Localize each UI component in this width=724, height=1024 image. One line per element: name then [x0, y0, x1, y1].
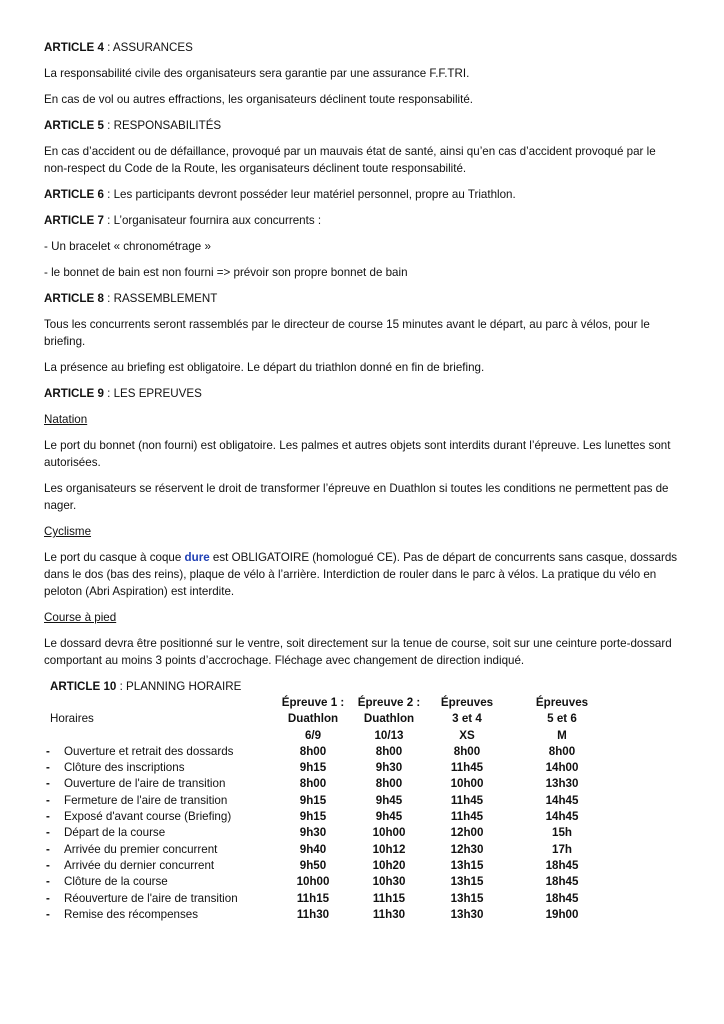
planning-label-text: Réouverture de l'aire de transition [64, 891, 238, 905]
planning-time-cell: 9h45 [375, 810, 403, 824]
planning-time-cell: 18h45 [545, 891, 579, 905]
bullet-dash: - [46, 891, 50, 905]
planning-time-cell: 11h45 [450, 761, 484, 775]
planning-time-cell: 18h45 [545, 875, 579, 889]
planning-time-cell: 9h15 [299, 793, 327, 807]
bullet-dash: - [46, 826, 50, 840]
bullet-dash: - [46, 875, 50, 889]
natation-p1: Le port du bonnet (non fourni) est obligatoire. Les palmes et autres objets sont interdits durant l’épreuve. Les lunettes sont autorisées. [44, 439, 671, 469]
planning-time-cell: 13h30 [545, 777, 579, 791]
planning-row [46, 907, 618, 923]
bullet-dash: - [46, 810, 50, 824]
planning-time-cell: 8h00 [548, 744, 576, 758]
article-6: ARTICLE 6 : Les participants devront posséder leur matériel personnel, propre au Triathlon. [44, 188, 516, 201]
bullet-dash: - [46, 744, 50, 758]
planning-time-cell: 11h45 [450, 793, 484, 807]
planning-row-label [46, 760, 276, 776]
planning-time-cell: 12h00 [450, 826, 484, 840]
planning-header-label [46, 695, 276, 711]
planning-time-cell: 10h00 [296, 875, 330, 889]
planning-time-cell: 13h15 [450, 875, 484, 889]
planning-time-cell: 10h12 [372, 842, 406, 856]
article-7: ARTICLE 7 : L’organisateur fournira aux concurrents : [44, 214, 322, 227]
planning-time-cell: 9h40 [299, 842, 327, 856]
planning-row [46, 809, 618, 825]
article-10-heading: ARTICLE 10 : PLANNING HORAIRE [50, 680, 242, 693]
planning-header-cell: 3 et 4 [452, 712, 482, 726]
cyclisme-subheading: Cyclisme [44, 525, 92, 538]
planning-time-cell: 11h30 [372, 907, 406, 921]
planning-time-cell: 8h00 [375, 777, 403, 791]
article-4-p2: En cas de vol ou autres effractions, les organisateurs déclinent toute responsabilité. [44, 93, 474, 106]
planning-row-label [46, 744, 276, 760]
planning-time-cell: 11h15 [372, 891, 406, 905]
planning-row-label [46, 842, 276, 858]
planning-header-cell: Duathlon [363, 712, 415, 726]
planning-time-cell: 18h45 [545, 858, 579, 872]
planning-time-cell: 10h00 [372, 826, 406, 840]
planning-row-label [46, 809, 276, 825]
planning-row-label [46, 874, 276, 890]
article-9-heading: ARTICLE 9 : LES EPREUVES [44, 387, 202, 400]
planning-label-text: Fermeture de l'aire de transition [64, 793, 228, 807]
planning-row-label [46, 793, 276, 809]
article-7-item-2: - le bonnet de bain est non fourni => prévoir son propre bonnet de bain [44, 266, 408, 279]
planning-time-cell: 8h00 [299, 777, 327, 791]
planning-row-label [46, 776, 276, 792]
planning-header-row [46, 695, 618, 711]
planning-time-cell: 10h30 [372, 875, 406, 889]
natation-p2: Les organisateurs se réservent le droit de transformer l’épreuve en Duathlon si toutes les conditions ne permettent pas de nager. [44, 482, 669, 512]
planning-time-cell: 8h00 [375, 744, 403, 758]
planning-label-text: Exposé d'avant course (Briefing) [64, 810, 232, 824]
planning-row [46, 776, 618, 792]
course-subheading: Course à pied [44, 611, 117, 624]
planning-row-label [46, 825, 276, 841]
planning-header-cell: Épreuves [535, 696, 589, 709]
planning-header-cell: Épreuve 2 : [357, 696, 421, 709]
planning-time-cell: 9h15 [299, 810, 327, 824]
planning-row [46, 825, 618, 841]
planning-table [46, 695, 618, 923]
planning-header-cell: 5 et 6 [547, 712, 577, 726]
planning-row-label [46, 858, 276, 874]
planning-time-cell: 19h00 [545, 907, 579, 921]
planning-time-cell: 9h30 [375, 761, 403, 775]
planning-time-cell: 11h15 [296, 891, 330, 905]
planning-row [46, 744, 618, 760]
planning-label-text: Ouverture et retrait des dossards [64, 744, 234, 758]
course-p1: Le dossard devra être positionné sur le ventre, soit directement sur la tenue de course, soit sur une ceinture porte-dossard comportant au moins 3 points d’accrochage. Fléchage avec changement de direction indiqué. [44, 637, 672, 667]
planning-label-text: Départ de la course [64, 826, 166, 840]
highlight-dure: dure [184, 551, 210, 564]
planning-time-cell: 9h45 [375, 793, 403, 807]
article-4-p1: La responsabilité civile des organisateurs sera garantie par une assurance F.F.TRI. [44, 67, 470, 80]
planning-header-cell: M [557, 728, 567, 742]
planning-row-label [46, 891, 276, 907]
planning-header-label: Horaires [50, 712, 94, 726]
planning-time-cell: 11h45 [450, 810, 484, 824]
planning-time-cell: 9h15 [299, 761, 327, 775]
planning-time-cell: 9h30 [299, 826, 327, 840]
article-5-heading: ARTICLE 5 : RESPONSABILITÉS [44, 119, 222, 132]
planning-time-cell: 15h [552, 826, 572, 840]
article-5-p1: En cas d’accident ou de défaillance, provoqué par un mauvais état de santé, ainsi qu’en cas d’accident provoqué par le non-respect du Code de la Route, les organisateurs déclinent toute responsabilité. [44, 145, 656, 175]
article-8-p2: La présence au briefing est obligatoire. Le départ du triathlon donné en fin de briefing. [44, 361, 485, 374]
planning-row [46, 874, 618, 890]
planning-row-label [46, 907, 276, 923]
bullet-dash: - [46, 761, 50, 775]
planning-time-cell: 13h30 [450, 907, 484, 921]
planning-time-cell: 14h45 [545, 793, 579, 807]
planning-row [46, 760, 618, 776]
planning-label-text: Arrivée du premier concurrent [64, 842, 218, 856]
planning-time-cell: 13h15 [450, 891, 484, 905]
planning-label-text: Clôture de la course [64, 875, 168, 889]
article-4-heading: ARTICLE 4 : ASSURANCES [44, 41, 193, 54]
planning-time-cell: 17h [552, 842, 572, 856]
planning-row [46, 793, 618, 809]
planning-label-text: Ouverture de l'aire de transition [64, 777, 226, 791]
planning-header-row [46, 711, 618, 727]
planning-time-cell: 9h50 [299, 858, 327, 872]
planning-header-cell: 6/9 [304, 728, 322, 742]
cyclisme-p1: Le port du casque à coque dure est OBLIGATOIRE (homologué CE). Pas de départ de concurrents sans casque, dossards dans le dos (bas des reins), plaque de vélo à l’arrière. Interdiction de rouler dans le parc à vélos. La pratique du vélo en peloton (Abri Aspiration) est interdite. [44, 551, 678, 598]
planning-time-cell: 10h00 [450, 777, 484, 791]
planning-header-cell: Épreuve 1 : [281, 696, 345, 709]
planning-header-cell: Duathlon [287, 712, 339, 726]
planning-label-text: Remise des récompenses [64, 907, 199, 921]
planning-time-cell: 12h30 [450, 842, 484, 856]
planning-time-cell: 14h45 [545, 810, 579, 824]
planning-time-cell: 11h30 [296, 907, 330, 921]
planning-header-row [46, 728, 618, 744]
planning-time-cell: 13h15 [450, 858, 484, 872]
bullet-dash: - [46, 858, 50, 872]
planning-header-label [46, 728, 276, 744]
planning-label-text: Clôture des inscriptions [64, 761, 185, 775]
bullet-dash: - [46, 793, 50, 807]
bullet-dash: - [46, 842, 50, 856]
bullet-dash: - [46, 777, 50, 791]
planning-time-cell: 10h20 [372, 858, 406, 872]
article-7-item-1: - Un bracelet « chronométrage » [44, 240, 211, 253]
planning-header-cell: XS [459, 728, 475, 742]
planning-label-text: Arrivée du dernier concurrent [64, 858, 215, 872]
natation-subheading: Natation [44, 413, 88, 426]
planning-row [46, 858, 618, 874]
planning-time-cell: 8h00 [299, 744, 327, 758]
bullet-dash: - [46, 907, 50, 921]
article-8-p1: Tous les concurrents seront rassemblés par le directeur de course 15 minutes avant le départ, au parc à vélos, pour le briefing. [44, 318, 650, 348]
article-8-heading: ARTICLE 8 : RASSEMBLEMENT [44, 292, 218, 305]
planning-header-cell: Épreuves [440, 696, 494, 709]
planning-row [46, 891, 618, 907]
planning-header-cell: 10/13 [374, 728, 404, 742]
planning-time-cell: 8h00 [453, 744, 481, 758]
planning-time-cell: 14h00 [545, 761, 579, 775]
planning-row [46, 842, 618, 858]
